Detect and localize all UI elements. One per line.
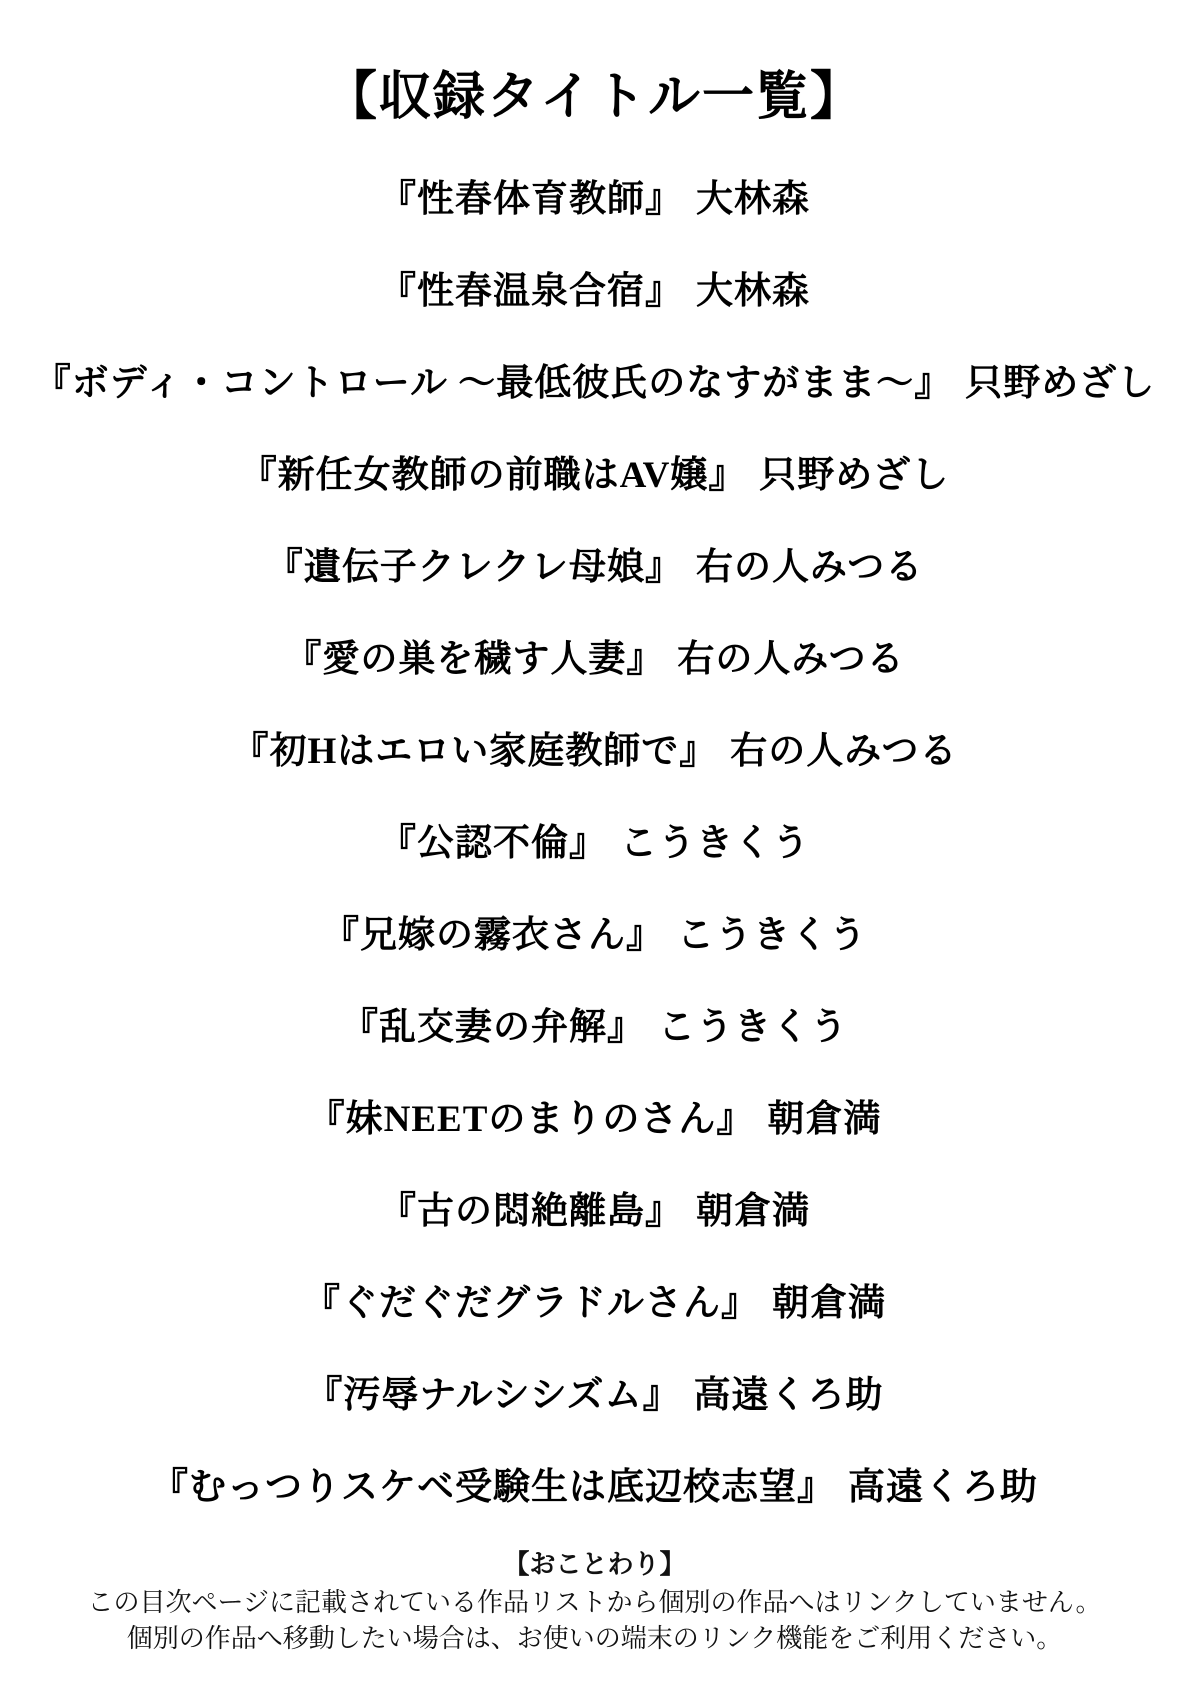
toc-item <box>0 241 1189 333</box>
work-title: 『妹NEETのまりのさん』 <box>307 1099 755 1140</box>
notice-line: この目次ページに記載されている作品リストから個別の作品へはリンクしていません。 <box>87 1587 1102 1617</box>
toc-item <box>0 149 1189 241</box>
work-title: 『愛の巣を穢す人妻』 <box>284 639 665 680</box>
work-author: こうきくう <box>676 915 867 956</box>
toc-item <box>0 1253 1189 1345</box>
toc-item <box>0 333 1189 425</box>
work-title: 『遺伝子クレクレ母娘』 <box>265 547 684 588</box>
notice <box>0 1544 1189 1656</box>
work-author: 朝倉満 <box>771 1283 886 1324</box>
work-author: 右の人みつる <box>677 639 905 680</box>
work-title: 『性春体育教師』 <box>379 179 684 220</box>
work-author: 只野めざし <box>965 363 1156 404</box>
work-title: 『古の悶絶離島』 <box>379 1191 684 1232</box>
work-author: 朝倉満 <box>767 1099 882 1140</box>
toc-item <box>0 885 1189 977</box>
notice-line: 個別の作品へ移動したい場合は、お使いの端末のリンク機能をご利用ください。 <box>126 1623 1063 1653</box>
work-title: 『公認不倫』 <box>379 823 608 864</box>
toc-item <box>0 1069 1189 1161</box>
toc-item <box>0 1345 1189 1437</box>
work-author: こうきくう <box>619 823 810 864</box>
work-title: 『ぐだぐだグラドルさん』 <box>303 1283 760 1324</box>
work-title: 『性春温泉合宿』 <box>379 271 684 312</box>
notice-heading: 【おことわり】 <box>503 1549 686 1579</box>
toc-item <box>0 517 1189 609</box>
toc-item <box>0 1161 1189 1253</box>
work-title: 『むっつりスケベ受験生は底辺校志望』 <box>151 1467 836 1508</box>
toc-item <box>0 609 1189 701</box>
work-author: 高遠くろ助 <box>847 1467 1038 1508</box>
toc-list <box>0 149 1189 1529</box>
work-author: 大林森 <box>695 271 810 312</box>
toc-item <box>0 425 1189 517</box>
work-author: 只野めざし <box>759 455 950 496</box>
work-title: 『初Hはエロい家庭教師で』 <box>231 731 718 772</box>
page-title: 【収録タイトル一覧】 <box>325 69 864 126</box>
toc-item <box>0 1437 1189 1529</box>
work-author: 高遠くろ助 <box>693 1375 884 1416</box>
work-title: 『汚辱ナルシシズム』 <box>305 1375 681 1416</box>
work-title: 『兄嫁の霧衣さん』 <box>322 915 665 956</box>
work-author: こうきくう <box>657 1007 848 1048</box>
work-author: 右の人みつる <box>695 547 924 588</box>
toc-item <box>0 793 1189 885</box>
work-author: 大林森 <box>695 179 810 220</box>
work-author: 右の人みつる <box>730 731 958 772</box>
work-author: 朝倉満 <box>695 1191 810 1232</box>
toc-item <box>0 701 1189 793</box>
work-title: 『乱交妻の弁解』 <box>341 1007 646 1048</box>
work-title: 『新任女教師の前職はAV嬢』 <box>239 455 747 496</box>
work-title: 『ボディ・コントロール ～最低彼氏のなすがまま～』 <box>33 363 953 404</box>
toc-item <box>0 977 1189 1069</box>
